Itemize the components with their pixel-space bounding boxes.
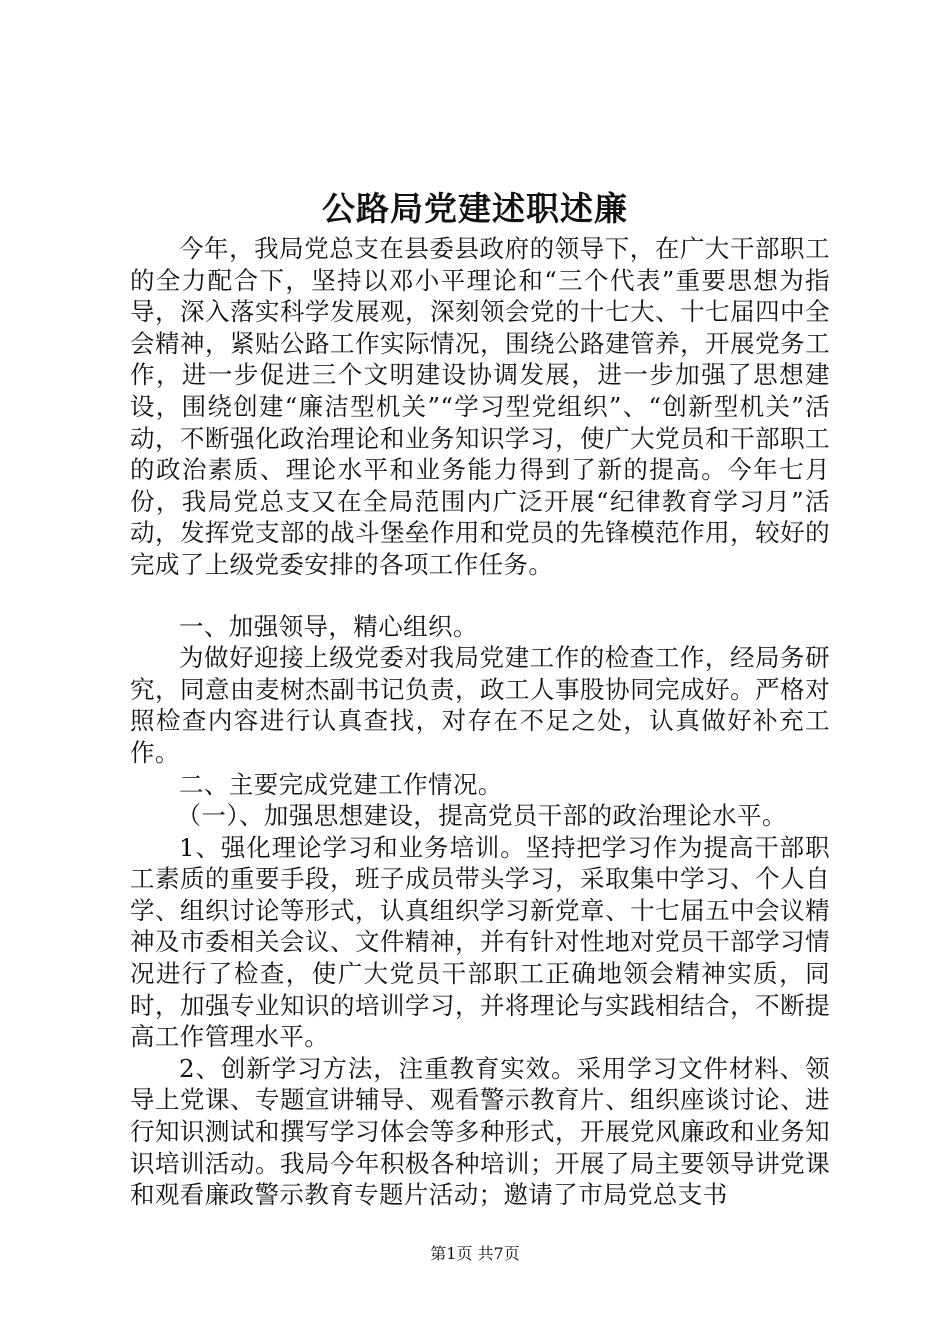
page-footer: 第1页 共7页 xyxy=(430,1244,520,1263)
paragraph-gap xyxy=(130,581,830,611)
subsection-heading-1: （一）、加强思想建设，提高党员干部的政治理论水平。 xyxy=(176,801,787,831)
document-body xyxy=(130,233,830,1211)
document-title: 公路局党建述职述廉 xyxy=(322,189,628,228)
section-heading-2: 二、主要完成党建工作情况。 xyxy=(179,769,503,799)
section-heading-1: 一、加强领导，精心组织。 xyxy=(179,611,478,641)
item-1-paragraph: 1、强化理论学习和业务培训。坚持把学习作为提高干部职工素质的重要手段，班子成员带头学习，采取集中学习、个人自学、组织讨论等形式，认真组织学习新党章、十七届五中会议精神及市委相关会议、文件精神，并有针对性地对党员干部学习情况进行了检查，使广大党员干部职工正确地领会精神实质，同时，加强专业知识的培训学习，并将理论与实践相结合，不断提高工作管理水平。 xyxy=(130,832,830,1052)
item-2-paragraph: 2、创新学习方法，注重教育实效。采用学习文件材料、领导上党课、专题宣讲辅导、观看警示教育片、组织座谈讨论、进行知识测试和撰写学习体会等多种形式，开展党风廉政和业务知识培训活动。我局今年积极各种培训；开展了局主要领导讲党课和观看廉政警示教育专题片活动；邀请了市局党总支书 xyxy=(130,1053,830,1210)
section-1-paragraph: 为做好迎接上级党委对我局党建工作的检查工作，经局务研究，同意由麦树杰副书记负责，政工人事股协同完成好。严格对照检查内容进行认真查找，对存在不足之处，认真做好补充工作。 xyxy=(130,643,830,767)
intro-paragraph: 今年，我局党总支在县委县政府的领导下，在广大干部职工的全力配合下，坚持以邓小平理论和“三个代表”重要思想为指导，深入落实科学发展观，深刻领会党的十七大、十七届四中全会精神，紧贴公路工作实际情况，围绕公路建管养，开展党务工作，进一步促进三个文明建设协调发展，进一步加强了思想建设，围绕创建“廉洁型机关”“学习型党组织”、“创新型机关”活动，不断强化政治理论和业务知识学习，使广大党员和干部职工的政治素质、理论水平和业务能力得到了新的提高。今年七月份，我局党总支又在全局范围内广泛开展“纪律教育学习月”活动，发挥党支部的战斗堡垒作用和党员的先锋模范作用，较好的完成了上级党委安排的各项工作任务。 xyxy=(130,234,830,579)
